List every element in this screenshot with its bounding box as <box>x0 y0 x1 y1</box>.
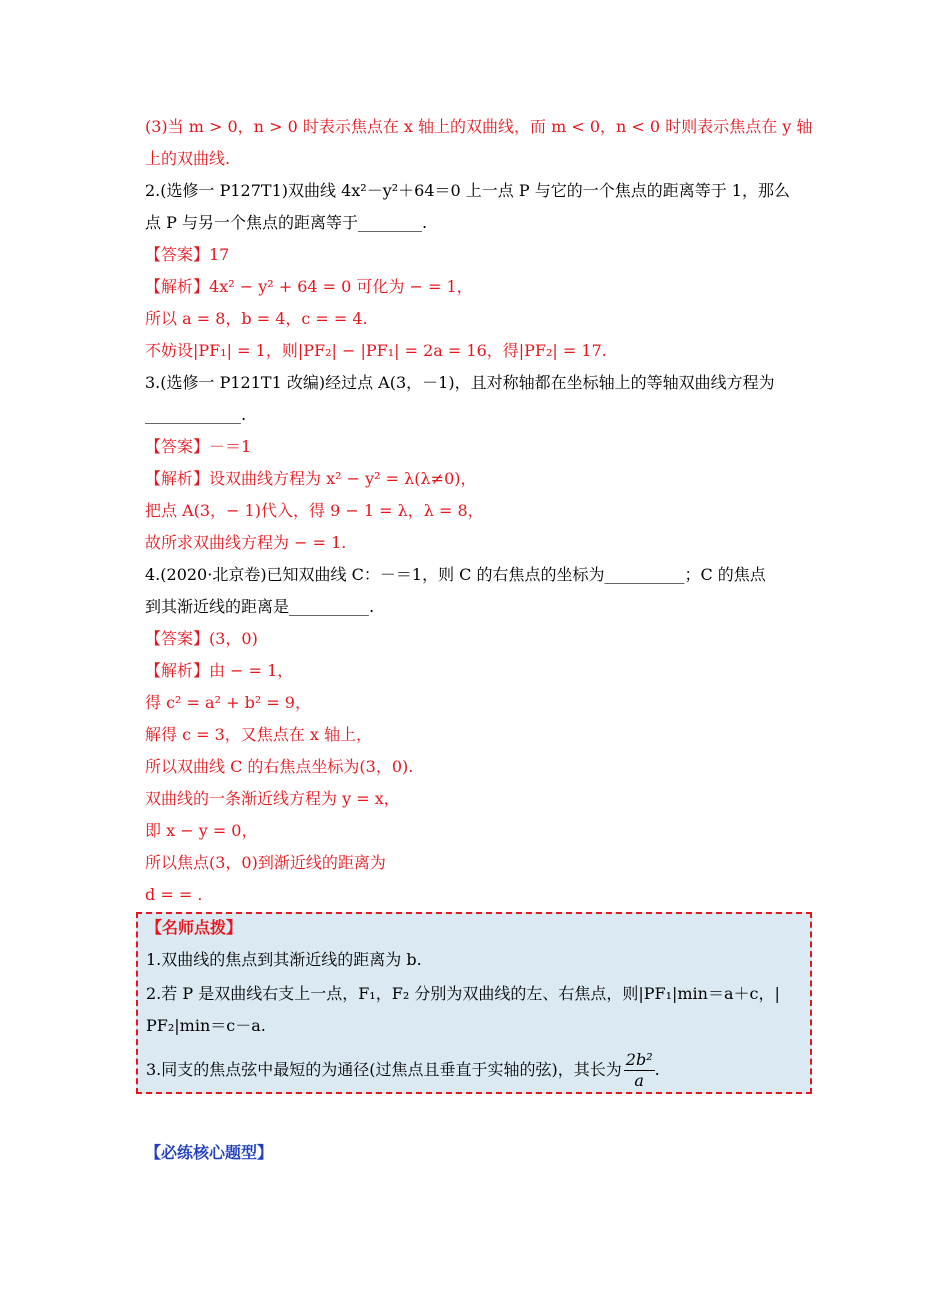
analysis-line: 双曲线的一条渐近线方程为 y = x， <box>145 789 400 808</box>
question-line: ____________. <box>145 405 247 424</box>
text-line: 上的双曲线. <box>145 149 231 168</box>
analysis-line: 所以双曲线 C 的右焦点坐标为(3，0). <box>145 757 414 776</box>
fraction <box>624 1050 655 1091</box>
question-line: 到其渐近线的距离是__________. <box>145 597 375 616</box>
analysis-line: 【解析】设双曲线方程为 x² − y² = λ(λ≠0)， <box>145 469 477 488</box>
question-line: 4.(2020·北京卷)已知双曲线 C：－＝1，则 C 的右焦点的坐标为__________；C 的焦点 <box>145 565 766 584</box>
analysis-line: 得 c² = a² + b² = 9， <box>145 693 311 712</box>
tip-item: 2.若 P 是双曲线右支上一点，F₁，F₂ 分别为双曲线的左、右焦点，则|PF₁|min＝a＋c，| <box>146 984 780 1003</box>
tip-title: 【名师点拨】 <box>146 918 243 937</box>
analysis-line: 所以 a = 8，b = 4，c = = 4. <box>145 309 368 328</box>
analysis-line: 故所求双曲线方程为 − = 1. <box>145 533 347 552</box>
tip-item-text: 3.同支的焦点弦中最短的为通径(过焦点且垂直于实轴的弦)，其长为 <box>146 1060 622 1079</box>
teacher-tip-box <box>136 912 812 1094</box>
analysis-line: 即 x − y = 0， <box>145 821 258 840</box>
answer-line: 【答案】(3，0) <box>145 629 258 648</box>
question-line: 3.(选修一 P121T1 改编)经过点 A(3，－1)，且对称轴都在坐标轴上的等轴双曲线方程为 <box>145 373 775 392</box>
section-title: 【必练核心题型】 <box>145 1143 274 1162</box>
tip-item: 1.双曲线的焦点到其渐近线的距离为 b. <box>146 950 422 969</box>
answer-line: 【答案】17 <box>145 245 230 264</box>
fraction-numerator: 2b² <box>625 1050 653 1069</box>
tip-item <box>146 1050 660 1091</box>
analysis-line: 所以焦点(3，0)到渐近线的距离为 <box>145 853 386 872</box>
answer-line: 【答案】－＝1 <box>145 437 252 456</box>
fraction-denominator: a <box>634 1071 644 1090</box>
question-line: 点 P 与另一个焦点的距离等于________. <box>145 213 428 232</box>
question-line: 2.(选修一 P127T1)双曲线 4x²－y²＋64＝0 上一点 P 与它的一个焦点的距离等于 1，那么 <box>145 181 790 200</box>
analysis-line: 【解析】由 − = 1， <box>145 661 294 680</box>
analysis-line: 【解析】4x² − y² + 64 = 0 可化为 − = 1， <box>145 277 473 296</box>
analysis-line: d = = . <box>145 885 203 904</box>
analysis-line: 不妨设|PF₁| = 1，则|PF₂| − |PF₁| = 2a = 16，得|PF₂| = 17. <box>145 341 607 360</box>
tip-item: PF₂|min＝c－a. <box>146 1016 266 1035</box>
tip-item-end: . <box>654 1060 660 1079</box>
analysis-line: 把点 A(3，− 1)代入，得 9 − 1 = λ，λ = 8， <box>145 501 484 520</box>
analysis-line: 解得 c = 3，又焦点在 x 轴上， <box>145 725 373 744</box>
text-line: (3)当 m > 0，n > 0 时表示焦点在 x 轴上的双曲线，而 m < 0，n < 0 时则表示焦点在 y 轴 <box>145 117 813 136</box>
